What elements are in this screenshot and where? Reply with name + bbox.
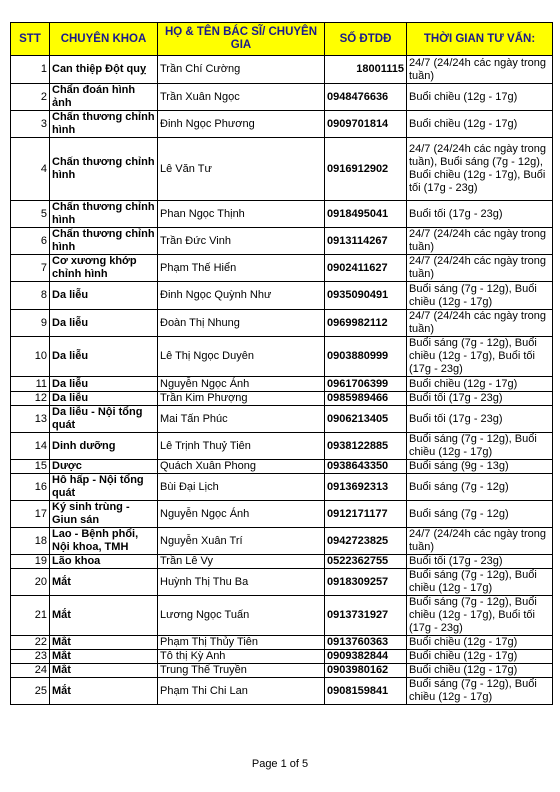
row-stt: 12	[11, 392, 50, 406]
row-time: Buổi sáng (7g - 12g), Buổi chiều (12g - 17g), Buổi tối (17g - 23g)	[407, 337, 553, 377]
row-specialty: Ký sinh trùng - Giun sán	[50, 501, 158, 528]
row-specialty: Mắt	[50, 650, 158, 664]
header-phone: SỐ ĐTDĐ	[325, 23, 407, 56]
row-specialty: Chấn thương chỉnh hình	[50, 138, 158, 201]
row-specialty: Hô hấp - Nội tổng quát	[50, 474, 158, 501]
row-stt: 3	[11, 111, 50, 138]
row-phone: 0935090491	[325, 282, 407, 310]
table-row	[11, 460, 553, 474]
row-phone: 0902411627	[325, 255, 407, 282]
row-doctor: Đoàn Thị Nhung	[158, 310, 325, 337]
row-specialty: Dược	[50, 460, 158, 474]
header-stt: STT	[11, 23, 50, 56]
row-stt: 18	[11, 528, 50, 555]
row-time: Buổi sáng (7g - 12g), Buổi chiều (12g - 17g)	[407, 569, 553, 596]
row-specialty: Cơ xương khớp chỉnh hình	[50, 255, 158, 282]
header-time: THỜI GIAN TƯ VẤN:	[407, 23, 553, 56]
row-doctor: Phạm Thị Thủy Tiên	[158, 636, 325, 650]
table-row	[11, 111, 553, 138]
row-stt: 20	[11, 569, 50, 596]
row-specialty: Da liễu - Nội tổng quát	[50, 406, 158, 433]
table-row	[11, 433, 553, 460]
table-body	[11, 56, 553, 705]
row-phone: 0903880999	[325, 337, 407, 377]
row-time: Buổi sáng (9g - 13g)	[407, 460, 553, 474]
row-specialty: Chấn thương chỉnh hình	[50, 228, 158, 255]
row-doctor: Lê Trịnh Thuỷ Tiên	[158, 433, 325, 460]
row-stt: 7	[11, 255, 50, 282]
row-stt: 6	[11, 228, 50, 255]
row-phone: 0913731927	[325, 596, 407, 636]
row-doctor: Tô thị Kỳ Anh	[158, 650, 325, 664]
header-doctor: HỌ & TÊN BÁC SĨ/ CHUYÊN GIA	[158, 23, 325, 56]
row-stt: 14	[11, 433, 50, 460]
table-row	[11, 282, 553, 310]
doctor-table	[10, 22, 553, 705]
row-time: Buổi tối (17g - 23g)	[407, 406, 553, 433]
table-row	[11, 501, 553, 528]
row-stt: 10	[11, 337, 50, 377]
table-row	[11, 636, 553, 650]
row-time: Buổi chiều (12g - 17g)	[407, 650, 553, 664]
row-time: Buổi sáng (7g - 12g), Buổi chiều (12g - 17g)	[407, 678, 553, 705]
doctor-directory-sheet	[10, 22, 552, 705]
row-specialty: Da liễu	[50, 310, 158, 337]
row-stt: 13	[11, 406, 50, 433]
row-specialty: Lão khoa	[50, 555, 158, 569]
table-row	[11, 337, 553, 377]
row-time: Buổi chiều (12g - 17g)	[407, 664, 553, 678]
row-specialty: Dinh dưỡng	[50, 433, 158, 460]
row-doctor: Lê Văn Tư	[158, 138, 325, 201]
table-row	[11, 474, 553, 501]
table-row	[11, 555, 553, 569]
row-stt: 15	[11, 460, 50, 474]
row-phone: 0903980162	[325, 664, 407, 678]
row-specialty: Da liễu	[50, 392, 158, 406]
row-doctor: Nguyễn Ngọc Ánh	[158, 377, 325, 392]
row-stt: 4	[11, 138, 50, 201]
row-doctor: Bùi Đại Lịch	[158, 474, 325, 501]
row-doctor: Nguyễn Xuân Trí	[158, 528, 325, 555]
row-time: Buổi tối (17g - 23g)	[407, 555, 553, 569]
row-phone: 0948476636	[325, 84, 407, 111]
row-doctor: Mai Tấn Phúc	[158, 406, 325, 433]
row-stt: 25	[11, 678, 50, 705]
table-row	[11, 528, 553, 555]
header-specialty: CHUYÊN KHOA	[50, 23, 158, 56]
row-doctor: Trần Đức Vinh	[158, 228, 325, 255]
row-time: Buổi chiều (12g - 17g)	[407, 636, 553, 650]
row-time: 24/7 (24/24h các ngày trong tuần), Buổi sáng (7g - 12g), Buổi chiều (12g - 17g), Buổi tối (17g - 23g)	[407, 138, 553, 201]
table-row	[11, 569, 553, 596]
row-phone: 0909382844	[325, 650, 407, 664]
row-doctor: Trần Chí Cường	[158, 56, 325, 84]
row-time: 24/7 (24/24h các ngày trong tuần)	[407, 310, 553, 337]
row-stt: 1	[11, 56, 50, 84]
page-footer: Page 1 of 5	[251, 758, 309, 770]
row-stt: 22	[11, 636, 50, 650]
row-time: Buổi sáng (7g - 12g), Buổi chiều (12g - 17g)	[407, 282, 553, 310]
row-stt: 11	[11, 377, 50, 392]
table-row	[11, 56, 553, 84]
row-phone: 0985989466	[325, 392, 407, 406]
row-time: 24/7 (24/24h các ngày trong tuần)	[407, 255, 553, 282]
row-phone: 0938122885	[325, 433, 407, 460]
row-stt: 5	[11, 201, 50, 228]
row-time: Buổi tối (17g - 23g)	[407, 392, 553, 406]
row-doctor: Phạm Thi Chi Lan	[158, 678, 325, 705]
table-row	[11, 406, 553, 433]
row-doctor: Quách Xuân Phong	[158, 460, 325, 474]
row-specialty: Chẩn đoán hình ảnh	[50, 84, 158, 111]
row-stt: 19	[11, 555, 50, 569]
row-doctor: Nguyễn Ngọc Ánh	[158, 501, 325, 528]
row-time: 24/7 (24/24h các ngày trong tuần)	[407, 228, 553, 255]
row-phone: 0906213405	[325, 406, 407, 433]
row-phone: 0913692313	[325, 474, 407, 501]
row-time: Buổi sáng (7g - 12g), Buổi chiều (12g - 17g)	[407, 433, 553, 460]
row-phone: 0912171177	[325, 501, 407, 528]
row-doctor: Lương Ngọc Tuấn	[158, 596, 325, 636]
row-time: Buổi chiều (12g - 17g)	[407, 377, 553, 392]
row-specialty: Lao - Bệnh phổi, Nội khoa, TMH	[50, 528, 158, 555]
table-row	[11, 596, 553, 636]
row-doctor: Đinh Ngọc Quỳnh Như	[158, 282, 325, 310]
table-header-row	[11, 23, 553, 56]
row-doctor: Trung Thế Truyền	[158, 664, 325, 678]
table-row	[11, 84, 553, 111]
table-row	[11, 255, 553, 282]
row-phone: 18001115	[325, 56, 407, 84]
row-doctor: Trần Kim Phượng	[158, 392, 325, 406]
row-specialty: Da liễu	[50, 282, 158, 310]
row-specialty: Mắt	[50, 678, 158, 705]
row-phone: 0909701814	[325, 111, 407, 138]
row-phone: 0916912902	[325, 138, 407, 201]
row-stt: 17	[11, 501, 50, 528]
row-time: Buổi tối (17g - 23g)	[407, 201, 553, 228]
row-doctor: Trần Lê Vy	[158, 555, 325, 569]
table-row	[11, 664, 553, 678]
row-specialty: Da liễu	[50, 337, 158, 377]
row-phone: 0913760363	[325, 636, 407, 650]
row-phone: 0908159841	[325, 678, 407, 705]
row-specialty: Mắt	[50, 664, 158, 678]
row-phone: 0961706399	[325, 377, 407, 392]
row-phone: 0969982112	[325, 310, 407, 337]
row-doctor: Phan Ngọc Thịnh	[158, 201, 325, 228]
table-row	[11, 201, 553, 228]
table-row	[11, 650, 553, 664]
row-specialty: Mắt	[50, 569, 158, 596]
row-time: Buổi sáng (7g - 12g)	[407, 474, 553, 501]
table-row	[11, 377, 553, 392]
table-row	[11, 138, 553, 201]
row-time: Buổi sáng (7g - 12g), Buổi chiều (12g - 17g), Buổi tối (17g - 23g)	[407, 596, 553, 636]
table-row	[11, 310, 553, 337]
row-time: Buổi chiều (12g - 17g)	[407, 111, 553, 138]
row-stt: 24	[11, 664, 50, 678]
row-doctor: Lê Thị Ngọc Duyên	[158, 337, 325, 377]
row-phone: 0522362755	[325, 555, 407, 569]
row-doctor: Trần Xuân Ngọc	[158, 84, 325, 111]
row-specialty: Can thiệp Đột quỵ	[50, 56, 158, 84]
row-phone: 0938643350	[325, 460, 407, 474]
row-stt: 9	[11, 310, 50, 337]
row-doctor: Huỳnh Thị Thu Ba	[158, 569, 325, 596]
row-stt: 16	[11, 474, 50, 501]
row-doctor: Đinh Ngọc Phương	[158, 111, 325, 138]
row-stt: 2	[11, 84, 50, 111]
row-phone: 0913114267	[325, 228, 407, 255]
table-row	[11, 678, 553, 705]
row-time: Buổi sáng (7g - 12g)	[407, 501, 553, 528]
row-phone: 0918309257	[325, 569, 407, 596]
table-row	[11, 228, 553, 255]
row-specialty: Mắt	[50, 636, 158, 650]
row-time: 24/7 (24/24h các ngày trong tuần)	[407, 528, 553, 555]
row-specialty: Da liễu	[50, 377, 158, 392]
row-phone: 0942723825	[325, 528, 407, 555]
row-time: 24/7 (24/24h các ngày trong tuần)	[407, 56, 553, 84]
row-stt: 23	[11, 650, 50, 664]
row-time: Buổi chiều (12g - 17g)	[407, 84, 553, 111]
row-specialty: Chấn thương chỉnh hình	[50, 201, 158, 228]
row-doctor: Phạm Thế Hiển	[158, 255, 325, 282]
row-specialty: Chấn thương chỉnh hình	[50, 111, 158, 138]
row-stt: 21	[11, 596, 50, 636]
row-stt: 8	[11, 282, 50, 310]
row-phone: 0918495041	[325, 201, 407, 228]
row-specialty: Mắt	[50, 596, 158, 636]
table-row	[11, 392, 553, 406]
